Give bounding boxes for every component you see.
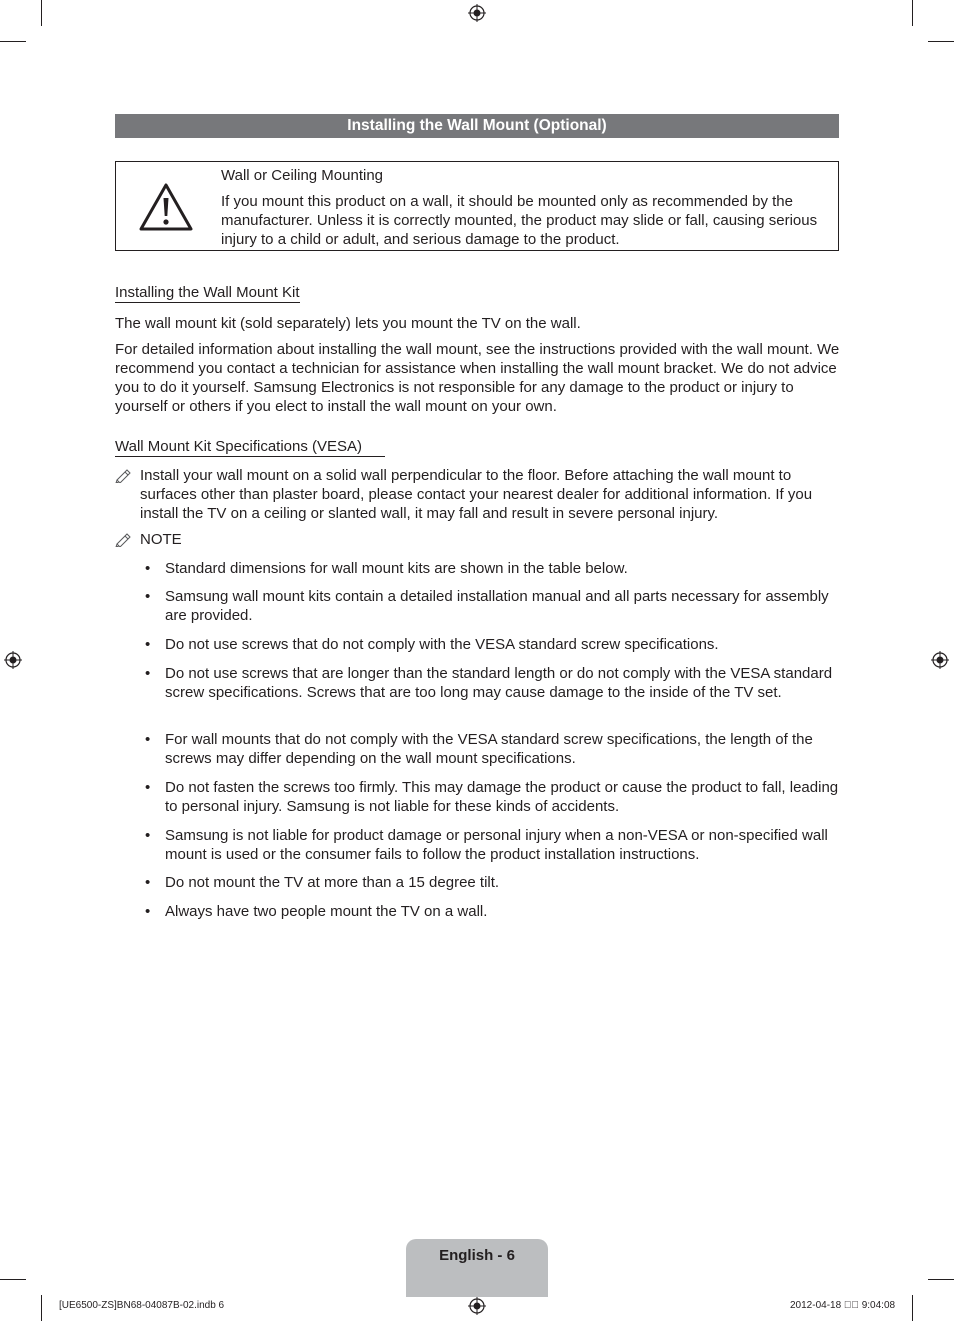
bullet-icon: • <box>145 665 151 682</box>
warning-text: If you mount this product on a wall, it should be mounted only as recommended by the manufacturer. Unless it is correctly mounted, the product may slide or fall, causing serious injury to a child or adult, and serious damage to the product. <box>221 193 818 248</box>
bullet-icon: • <box>145 560 151 577</box>
print-slug-file: [UE6500-ZS]BN68-04087B-02.indb 6 <box>59 1300 225 1311</box>
warning-triangle-icon <box>138 182 194 232</box>
pencil-note-icon <box>115 467 133 483</box>
list-item-text: Do not use screws that are longer than the standard length or do not comply with the VESA standard screw specifications. Screws that are too long may cause damage to the inside of the TV set. <box>165 665 833 701</box>
bullet-icon: • <box>145 731 151 748</box>
bullet-icon: • <box>145 636 151 653</box>
crop-mark <box>41 0 42 26</box>
crop-mark <box>0 41 26 42</box>
registration-mark-icon <box>931 651 949 669</box>
section-title: Installing the Wall Mount (Optional) <box>115 114 839 138</box>
registration-mark-icon <box>4 651 22 669</box>
crop-mark <box>41 1295 42 1321</box>
vesa-heading: Wall Mount Kit Specifications (VESA) <box>115 438 385 457</box>
list-item-text: Samsung is not liable for product damage or personal injury when a non-VESA or non-specified wall mount is used or the consumer fails to follow the product installation instructions. <box>165 827 828 863</box>
bullet-icon: • <box>145 588 151 605</box>
page-number: English - 6 <box>439 1247 515 1264</box>
note-text: Install your wall mount on a solid wall perpendicular to the floor. Before attaching the wall mount to surfaces other than plaster board, please contact your nearest dealer for additional information. If you install the TV on a ceiling or slanted wall, it may fall and result in severe personal injury. <box>140 467 813 522</box>
registration-mark-icon <box>468 1297 486 1315</box>
bullet-icon: • <box>145 779 151 796</box>
kit-paragraph-2: For detailed information about installing the wall mount, see the instructions provided with the wall mount. We recommend you contact a technician for assistance when installing the wall mount bracket. We do not advice you to do it yourself. Samsung Electronics is not responsible for any damage to the product or injury to yourself or others if you elect to install the wall mount on your own. <box>115 341 840 415</box>
bullet-icon: • <box>145 827 151 844</box>
list-item-text: Samsung wall mount kits contain a detailed installation manual and all parts necessary for assembly are provided. <box>165 588 829 624</box>
crop-mark <box>0 1279 26 1280</box>
list-item-text: For wall mounts that do not comply with the VESA standard screw specifications, the length of the screws may differ depending on the wall mount specifications. <box>165 731 813 767</box>
registration-mark-icon <box>468 4 486 22</box>
list-item-text: Do not mount the TV at more than a 15 degree tilt. <box>165 874 500 891</box>
note-label: NOTE <box>140 531 182 548</box>
page-number-tab <box>406 1239 548 1297</box>
kit-paragraph-1: The wall mount kit (sold separately) lets you mount the TV on the wall. <box>115 315 581 332</box>
print-slug-date: 2012-04-18 ￿￿ 9:04:08 <box>790 1300 896 1311</box>
list-item-text: Do not use screws that do not comply with the VESA standard screw specifications. <box>165 636 719 653</box>
crop-mark <box>928 41 954 42</box>
warning-box <box>115 161 839 251</box>
pencil-note-icon <box>115 531 133 547</box>
crop-mark <box>912 0 913 26</box>
list-item-text: Always have two people mount the TV on a wall. <box>165 903 488 920</box>
list-item-text: Standard dimensions for wall mount kits are shown in the table below. <box>165 560 628 577</box>
warning-title: Wall or Ceiling Mounting <box>221 167 384 184</box>
bullet-icon: • <box>145 903 151 920</box>
crop-mark <box>928 1279 954 1280</box>
kit-heading: Installing the Wall Mount Kit <box>115 284 300 301</box>
list-item-text: Do not fasten the screws too firmly. This may damage the product or cause the product to fall, leading to personal injury. Samsung is not liable for these kinds of accidents. <box>165 779 839 815</box>
crop-mark <box>912 1295 913 1321</box>
bullet-icon: • <box>145 874 151 891</box>
